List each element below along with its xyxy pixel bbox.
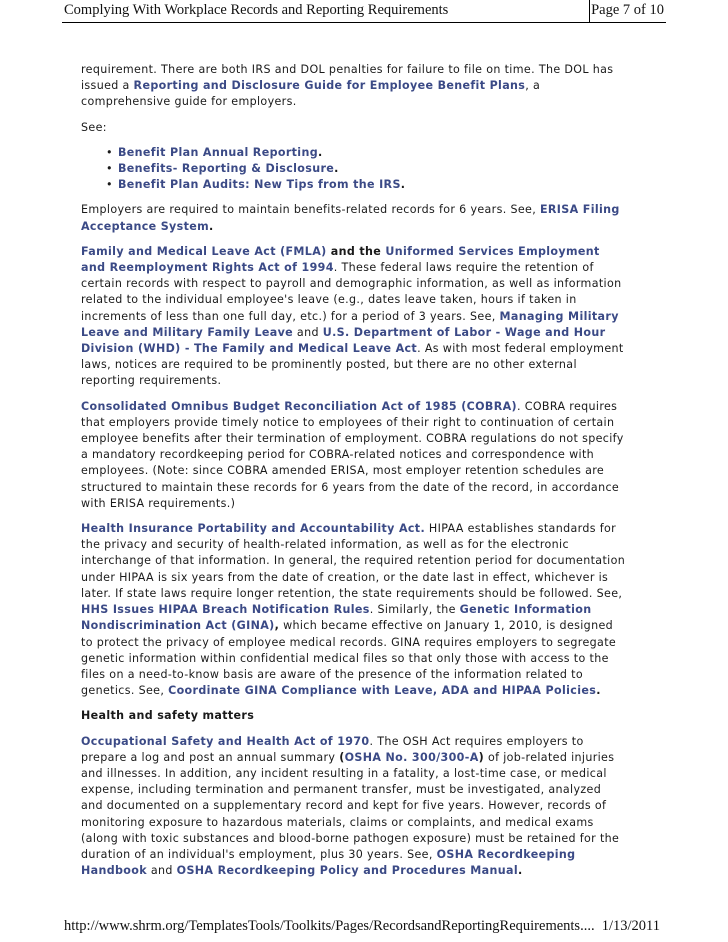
header-divider	[62, 22, 666, 23]
text: . As with most federal employment laws, notices are required to be prominently posted, but there are no other external reporting requirements.	[81, 342, 624, 388]
list-item	[118, 161, 626, 177]
paragraph-cobra	[81, 399, 626, 512]
paragraph-hipaa-gina	[81, 521, 626, 699]
section-heading-health-safety: Health and safety matters	[81, 709, 255, 723]
paragraph-osh-act	[81, 734, 626, 880]
list-item	[118, 145, 626, 161]
text: and	[146, 864, 177, 878]
header-vertical-divider	[589, 0, 590, 22]
text: Employers are required to maintain benefits-related records for 6 years. See,	[81, 203, 540, 217]
article-body	[81, 62, 626, 888]
link-benefit-plan-annual-reporting[interactable]: Benefit Plan Annual Reporting	[118, 145, 319, 159]
link-osh-act[interactable]: Occupational Safety and Health Act of 1970	[81, 734, 370, 748]
punctuation: (	[339, 750, 345, 764]
link-osha-recordkeeping-manual[interactable]: OSHA Recordkeeping Policy and Procedures Manual	[176, 864, 518, 878]
link-osha-300[interactable]: OSHA No. 300/300-A	[344, 750, 479, 764]
page-header	[0, 0, 728, 22]
punctuation: )	[478, 750, 485, 764]
document-title: Complying With Workplace Records and Reporting Requirements	[64, 2, 449, 18]
punctuation: .	[209, 219, 214, 233]
link-reporting-disclosure-guide[interactable]: Reporting and Disclosure Guide for Employee Benefit Plans	[133, 79, 526, 93]
text: , a comprehensive guide for employers.	[81, 79, 541, 109]
link-benefits-reporting-disclosure[interactable]: Benefits- Reporting & Disclosure	[118, 162, 335, 176]
paragraph-fmla-userra	[81, 244, 626, 390]
punctuation: ,	[274, 619, 280, 633]
page-number: Page 7 of 10	[591, 2, 664, 18]
text: . COBRA requires that employers provide timely notice to employees of their right to continuation of certain employee benefits after their termination of employment. COBRA regulations do not specify a mandatory recordkeeping period for COBRA-related notices and correspondence with employees. (Note: since COBRA amended ERISA, most employer retention schedules are structured to maintain these records for 6 years from the date of the record, in accordance with ERISA requirements.)	[81, 399, 624, 510]
text: HIPAA establishes standards for the privacy and security of health-related information, as well as for the electronic interchange of that information. In general, the required retention period for documentation under HIPAA is six years from the date of creation, or the date last in effect, whichever is later. If state laws require longer retention, the state requirements should be followed. See,	[81, 522, 626, 600]
print-date: 1/13/2011	[601, 918, 660, 934]
punctuation: .	[318, 145, 323, 159]
link-managing-military-leave[interactable]: Managing Military Leave and Military Family Leave	[81, 309, 619, 339]
paragraph-benefits-records	[81, 202, 626, 234]
link-benefit-plan-audits[interactable]: Benefit Plan Audits: New Tips from the IRS	[118, 178, 401, 192]
text: which became effective on January 1, 2010, is designed to protect the privacy of employee medical records. GINA requires employers to segregate genetic information within confidential medical files so that only those with access to the files on a need-to-know basis are aware of the presence of the information related to genetics. See,	[81, 619, 617, 698]
link-hipaa[interactable]: Health Insurance Portability and Accountability Act.	[81, 522, 426, 536]
text: of job-related injuries and illnesses. In addition, any incident resulting in a fatality, a lost-time case, or medical expense, including termination and permanent transfer, must be investigated, analyzed and documented on a supplementary record and kept for five years. However, records of monitoring exposure to hazardous materials, claims or complaints, and medical exams (along with toxic substances and blood-borne pathogen exposure) must be retained for the duration of an individual's employment, plus 30 years. See,	[81, 750, 620, 861]
list-item	[118, 177, 626, 193]
link-userra[interactable]: Uniformed Services Employment and Reemployment Rights Act of 1994	[81, 244, 600, 275]
punctuation: .	[596, 684, 601, 698]
text: and	[293, 325, 323, 339]
link-gina[interactable]: Genetic Information Nondiscrimination Act (GINA)	[81, 603, 592, 633]
text: requirement. There are both IRS and DOL penalties for failure to file on time. The DOL has issued a	[81, 63, 614, 93]
link-coordinate-gina-compliance[interactable]: Coordinate GINA Compliance with Leave, ADA and HIPAA Policies	[168, 684, 597, 698]
text: . Similarly, the	[369, 603, 460, 617]
source-url: http://www.shrm.org/TemplatesTools/Toolkits/Pages/RecordsandReportingRequirements....	[64, 918, 595, 934]
page-footer	[0, 918, 728, 938]
link-erisa-filing-acceptance-system[interactable]: ERISA Filing Acceptance System	[81, 203, 620, 233]
see-link-list	[81, 145, 626, 194]
text: . These federal laws require the retention of certain records with respect to payroll and demographic information, as well as information related to the individual employee's leave (e.g., dates leave taken, hours if taken in increments of less than one full day, etc.) for a period of 3 years. See,	[81, 261, 622, 323]
text: and the	[326, 244, 386, 258]
punctuation: .	[400, 178, 406, 192]
paragraph-erisa-reporting	[81, 62, 626, 111]
link-fmla[interactable]: Family and Medical Leave Act (FMLA)	[81, 244, 327, 258]
text: . The OSH Act requires employers to prepare a log and post an annual summary	[81, 734, 584, 764]
punctuation: .	[334, 162, 339, 176]
punctuation: .	[517, 864, 523, 878]
link-cobra[interactable]: Consolidated Omnibus Budget Reconciliation Act of 1985 (COBRA)	[81, 399, 517, 413]
see-label: See:	[81, 120, 107, 134]
link-dol-whd-fmla[interactable]: U.S. Department of Labor - Wage and Hour Division (WHD) - The Family and Medical Leave Act	[81, 325, 606, 356]
link-hhs-hipaa-breach-rules[interactable]: HHS Issues HIPAA Breach Notification Rules	[81, 603, 370, 617]
link-osha-recordkeeping-handbook[interactable]: OSHA Recordkeeping Handbook	[81, 847, 576, 878]
